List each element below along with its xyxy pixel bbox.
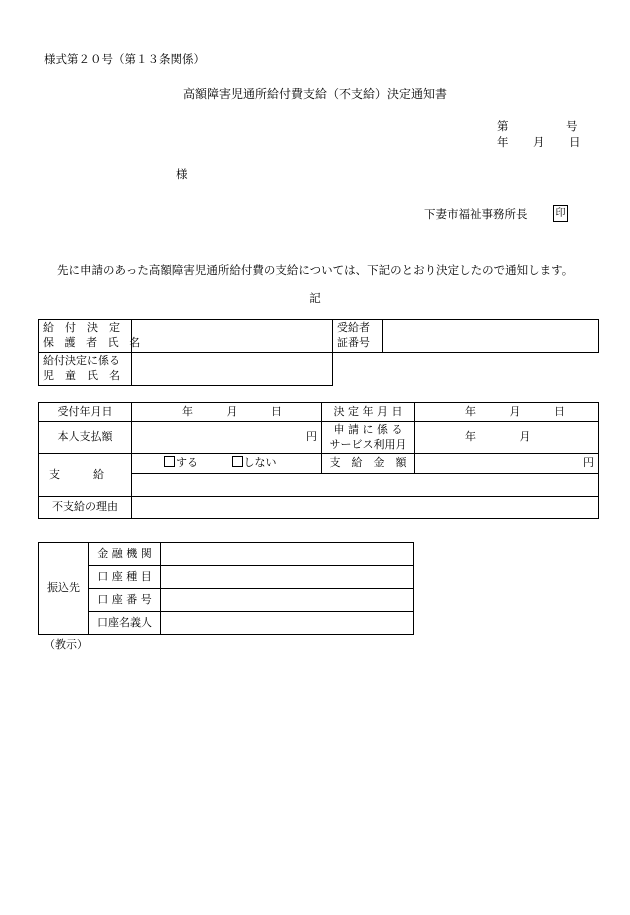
service-month-field[interactable]	[415, 422, 599, 454]
decision-date-field[interactable]	[415, 403, 599, 422]
sender-name: 下妻市福祉事務所長	[424, 207, 528, 221]
non-payment-reason-field[interactable]	[132, 497, 599, 519]
payment-note-field[interactable]	[132, 474, 599, 497]
transfer-table	[38, 542, 414, 635]
received-day: 日	[271, 404, 282, 418]
payment-amount-field[interactable]	[415, 454, 599, 474]
guardian-label	[39, 320, 141, 353]
service-month-label	[322, 422, 415, 454]
child-label	[39, 353, 132, 386]
decision-date-label: 決 定 年 月 日	[322, 403, 415, 422]
service-month-line1: 申 請 に 係 る	[333, 422, 403, 436]
option-no[interactable]	[232, 456, 277, 469]
option-yes-label: する	[176, 456, 198, 470]
date-year: 年	[497, 135, 509, 149]
payment-label	[39, 454, 132, 497]
empty-cell	[333, 353, 599, 386]
intro-text: 先に申請のあった高額障害児通所給付費の支給については、下記のとおり決定したので通知します。	[57, 263, 574, 277]
notice-heading: （教示）	[44, 638, 88, 651]
recipient-suffix: 様	[176, 167, 188, 181]
decision-month: 月	[509, 404, 521, 418]
cert-label-line1: 受給者	[337, 321, 370, 335]
payment-amount-yen: 円	[583, 456, 594, 470]
payment-options	[132, 454, 322, 474]
date-day: 日	[569, 135, 581, 149]
child-label-line2: 児 童 氏 名	[43, 369, 120, 382]
received-month: 月	[226, 404, 238, 418]
bank-label: 金 融 機 関	[89, 543, 161, 566]
number-dai: 第	[497, 119, 509, 133]
guardian-name-field[interactable]	[132, 320, 333, 353]
recipient-table	[38, 319, 599, 386]
account-type-label: 口 座 種 目	[89, 566, 161, 589]
account-number-field[interactable]	[161, 589, 414, 612]
account-holder-field[interactable]	[161, 612, 414, 635]
payment-label-text: 支 給	[49, 467, 104, 481]
account-holder-label: 口座名義人	[89, 612, 161, 635]
guardian-label-line1: 給 付 決 定	[43, 321, 120, 335]
option-yes[interactable]	[164, 456, 198, 469]
guardian-label-line2: 保 護 者 氏 名	[43, 336, 141, 349]
self-payment-label: 本人支払額	[39, 422, 132, 454]
cert-label-line2: 証番号	[337, 336, 370, 349]
child-name-field[interactable]	[132, 353, 333, 386]
date-month: 月	[533, 135, 545, 149]
transfer-label: 振込先	[39, 543, 89, 635]
account-type-field[interactable]	[161, 566, 414, 589]
self-payment-yen: 円	[306, 430, 317, 444]
cert-number-field[interactable]	[383, 320, 599, 353]
decision-table	[38, 402, 599, 519]
ki-heading: 記	[309, 291, 321, 305]
account-number-label: 口 座 番 号	[89, 589, 161, 612]
decision-year: 年	[465, 404, 476, 418]
non-payment-reason-label: 不支給の理由	[39, 497, 132, 519]
number-go: 号	[566, 119, 578, 133]
checkbox-yes-icon[interactable]	[164, 456, 175, 467]
self-payment-field[interactable]	[132, 422, 322, 454]
payment-amount-label: 支 給 金 額	[322, 454, 415, 474]
received-date-field[interactable]	[132, 403, 322, 422]
bank-field[interactable]	[161, 543, 414, 566]
seal-mark: 印	[553, 205, 568, 222]
service-year: 年	[465, 430, 476, 444]
cert-number-label	[333, 320, 383, 353]
document-title: 高額障害児通所給付費支給（不支給）決定通知書	[182, 87, 447, 101]
service-month: 月	[519, 430, 531, 444]
child-label-line1: 給付決定に係る	[43, 354, 120, 368]
received-year: 年	[182, 404, 193, 418]
decision-day: 日	[554, 404, 565, 418]
service-month-line2: サービス利用月	[329, 437, 407, 451]
checkbox-no-icon[interactable]	[232, 456, 243, 467]
option-no-label: しない	[243, 456, 277, 470]
form-number: 様式第２０号（第１３条関係）	[44, 52, 205, 66]
received-date-label: 受付年月日	[39, 403, 132, 422]
